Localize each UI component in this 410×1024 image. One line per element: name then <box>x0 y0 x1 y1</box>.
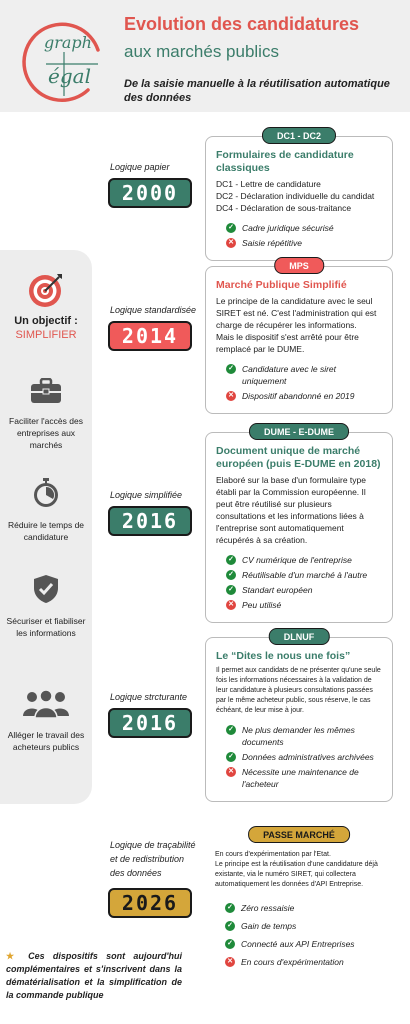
logic-label: Logique simplifiée <box>110 490 183 500</box>
target-icon <box>26 270 66 310</box>
card-line: Elaboré sur la base d'un formulaire type établi par la Commission européenne. Il peut être réutilisé sur plusieurs consultations et les informations liées à l'entreprise sont automatiquement récupérés à sa création. <box>216 475 366 545</box>
pro-item: ✓ Candidature avec le siret uniquement <box>226 363 382 387</box>
pro-item: ✓ Ne plus demander les mêmes documents <box>226 724 382 748</box>
card-line: DC4 - Déclaration de sous-traitance <box>216 203 352 213</box>
page-title-line2: aux marchés publics <box>124 42 279 61</box>
logo-top-text: graph <box>44 33 92 52</box>
card-line: Mais le dispositif s'est arrêté pour être remplacé par le DUME. <box>216 332 359 354</box>
objective-item <box>0 378 92 451</box>
card-line: Il permet aux candidats de ne présenter qu'une seule fois les informations nécessaires à la validation de leur candidature à plusieurs consultations passées par le même acheteur public, sous réserve, le cas échéant, de leur mise à jour. <box>216 667 381 714</box>
cross-icon: ✕ <box>226 391 236 401</box>
check-icon: ✓ <box>226 555 236 565</box>
graph-egal-logo <box>14 8 114 108</box>
pro-item: ✓ Réutilisable d'un marché à l'autre <box>226 569 382 581</box>
cross-icon: ✕ <box>226 238 236 248</box>
objective-item <box>0 478 92 543</box>
card-line: En cours d'expérimentation par l'Etat. <box>215 851 331 858</box>
card-tag: DLNUF <box>269 628 330 645</box>
con-item: ✕ Saisie répétitive <box>226 237 382 249</box>
con-item: ✕ Peu utilisé <box>226 599 382 611</box>
star-icon: ★ <box>6 951 20 961</box>
card-line: DC2 - Déclaration individuelle du candidat <box>216 191 375 201</box>
pro-item: ✓ Gain de temps <box>225 920 383 932</box>
cross-icon: ✕ <box>226 767 236 777</box>
card-line: Le principe est la réutilisation d'une candidature déjà existante, via le numéro SIRET, qui collectera automatiquement les données d'API Entreprise. <box>215 861 378 888</box>
card-tag: DUME - E-DUME <box>249 423 349 440</box>
objective-item-text: Alléger le travail des acheteurs publics <box>7 730 85 752</box>
year-badge: 2026 <box>108 888 192 918</box>
pro-item: ✓ Connecté aux API Entreprises <box>225 938 383 950</box>
timeline-card <box>205 631 393 802</box>
card-tag: MPS <box>274 257 324 274</box>
card-title: Formulaires de candidature classiques <box>216 149 354 174</box>
pro-item: ✓ CV numérique de l'entreprise <box>226 554 382 566</box>
shield-check-icon <box>33 574 59 604</box>
pro-item: ✓ Données administratives archivées <box>226 751 382 763</box>
card-title: Le “Dites le nous une fois” <box>216 650 351 662</box>
pros-cons-list <box>216 222 382 249</box>
check-icon: ✓ <box>226 585 236 595</box>
year-badge: 2000 <box>108 178 192 208</box>
pros-cons-list <box>216 363 382 402</box>
pros-cons-list <box>215 902 383 968</box>
objective-label: Un objectif : <box>14 315 78 327</box>
year-badge: 2014 <box>108 321 192 351</box>
con-item: ✕ En cours d'expérimentation <box>225 956 383 968</box>
objective-item <box>0 574 92 639</box>
logic-label: Logique strcturante <box>110 692 188 702</box>
pro-item: ✓ Zéro ressaisie <box>225 902 383 914</box>
pro-item: ✓ Cadre juridique sécurisé <box>226 222 382 234</box>
logic-label: Logique papier <box>110 162 170 172</box>
check-icon: ✓ <box>226 725 236 735</box>
objective-item-text: Réduire le temps de candidature <box>7 520 85 542</box>
con-item: ✕ Dispositif abandonné en 2019 <box>226 390 382 402</box>
pro-item: ✓ Standart européen <box>226 584 382 596</box>
objective-item-text: Faciliter l'accès des entreprises aux marchés <box>9 416 83 450</box>
pros-cons-list <box>216 724 382 790</box>
check-icon: ✓ <box>225 903 235 913</box>
footnote-text: Ces dispositifs sont aujourd'hui complémentaires et s'inscrivent dans la dématérialisation et la simplification de la commande publique <box>6 951 182 1000</box>
timeline-card <box>205 426 393 623</box>
check-icon: ✓ <box>225 939 235 949</box>
check-icon: ✓ <box>226 570 236 580</box>
logo-bottom-text: égal <box>48 64 91 88</box>
objective-value: SIMPLIFIER <box>15 329 77 341</box>
page-subtitle: De la saisie manuelle à la réutilisation automatique des données <box>124 78 390 104</box>
logic-label: Logique de traçabilité et de redistribution des données <box>110 840 196 878</box>
footnote <box>6 950 182 1002</box>
logic-label: Logique standardisée <box>110 305 197 315</box>
timeline-card <box>205 130 393 261</box>
card-line: Le principe de la candidature avec le seul SIRET est né. C'est l'administration qui est charge de récupérer les informations. <box>216 296 377 330</box>
briefcase-icon <box>30 378 62 404</box>
year-badge: 2016 <box>108 708 192 738</box>
objective-block <box>0 270 92 341</box>
check-icon: ✓ <box>226 223 236 233</box>
objectives-sidebar <box>0 250 92 804</box>
objective-item <box>0 690 92 753</box>
card-title: Marché Publique Simplifié <box>216 279 347 291</box>
check-icon: ✓ <box>226 752 236 762</box>
check-icon: ✓ <box>226 364 236 374</box>
stopwatch-icon <box>32 478 60 508</box>
objective-item-text: Sécuriser et fiabiliser les informations <box>6 616 86 638</box>
year-badge: 2016 <box>108 506 192 536</box>
pros-cons-list <box>216 554 382 611</box>
card-line: DC1 - Lettre de candidature <box>216 179 321 189</box>
cross-icon: ✕ <box>225 957 235 967</box>
con-item: ✕ Nécessite une maintenance de l'acheteur <box>226 766 382 790</box>
header <box>0 0 410 112</box>
card-tag: PASSE MARCHÉ <box>248 826 350 843</box>
timeline-card <box>205 260 393 414</box>
card-tag: DC1 - DC2 <box>262 127 336 144</box>
cross-icon: ✕ <box>226 600 236 610</box>
timeline-card <box>205 829 393 982</box>
page-title-line1: Evolution des candidatures <box>124 14 360 34</box>
people-icon <box>21 690 71 718</box>
check-icon: ✓ <box>225 921 235 931</box>
card-title: Document unique de marché européen (puis E-DUME en 2018) <box>216 445 381 470</box>
